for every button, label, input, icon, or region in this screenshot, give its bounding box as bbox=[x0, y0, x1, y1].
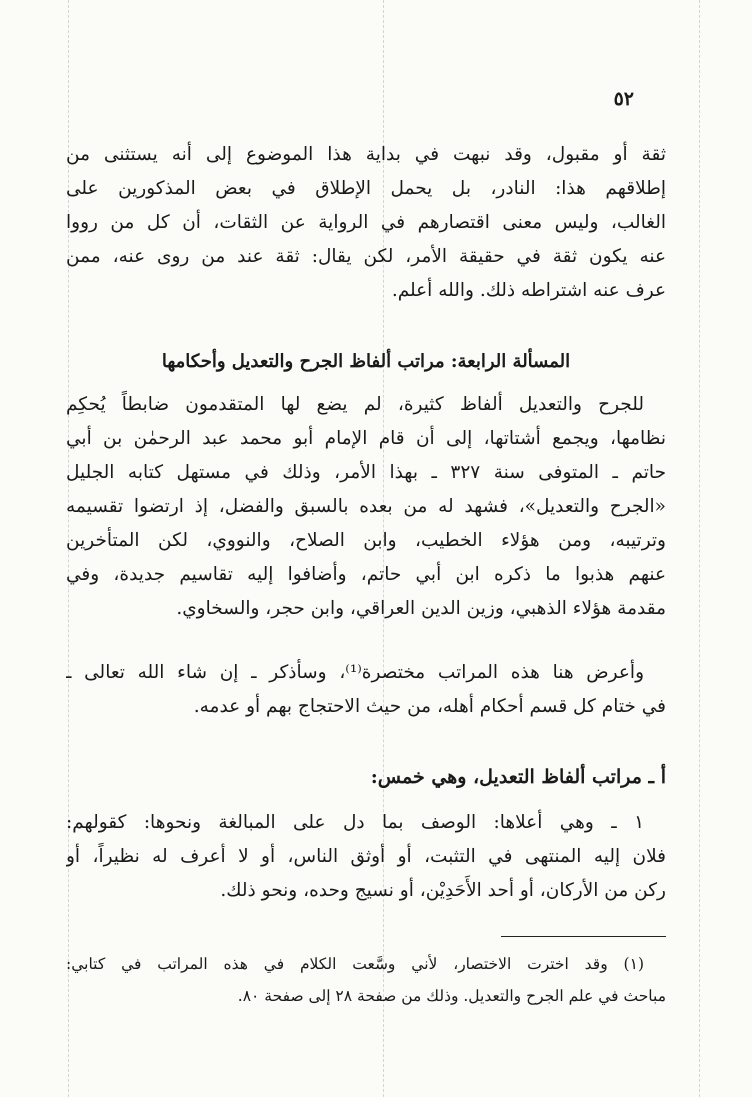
text-line: وأعرض هنا هذه المراتب مختصرة⁽¹⁾، وسأذكر ـ إن شاء الله تعالى ـ bbox=[66, 662, 644, 683]
fold-line bbox=[699, 0, 700, 1097]
text-line: «الجرح والتعديل»، فشهد له من بعده بالسبق والفضل، إذ ارتضوا تقسيمه bbox=[66, 496, 666, 517]
text-line: ثقة أو مقبول، وقد نبهت في بداية هذا الموضوع إلى أنه يستثنى من bbox=[66, 144, 666, 165]
text-line: حاتم ـ المتوفى سنة ٣٢٧ ـ بهذا الأمر، وذلك في مستهل كتابه الجليل bbox=[66, 462, 666, 483]
text-line: عنه يكون ثقة في حقيقة الأمر، لكن يقال: ثقة عند من روى عنه، ممن bbox=[66, 246, 666, 267]
text-line: ١ ـ وهي أعلاها: الوصف بما دل على المبالغة ونحوها: كقولهم: bbox=[66, 812, 644, 833]
text-line: فلان إليه المنتهى في التثبت، أو أوثق الناس، أو لا أعرف له نظيراً، أو bbox=[66, 846, 666, 867]
text-line: ركن من الأركان، أو أحد الأَحَدِيْن، أو نسيج وحده، ونحو ذلك. bbox=[220, 880, 666, 901]
footnotes bbox=[66, 948, 666, 1012]
paragraph-overview bbox=[66, 656, 666, 724]
footnote-line: (١) وقد اخترت الاختصار، لأني وسَّعت الكلام في هذه المراتب في كتابي: bbox=[66, 955, 644, 973]
paragraph-continuation bbox=[66, 138, 666, 308]
text-line: إطلاقهم هذا: النادر، بل يحمل الإطلاق في بعض المذكورين على bbox=[66, 178, 666, 199]
page-number: ٥٢ bbox=[613, 88, 634, 110]
footnote-divider bbox=[501, 936, 666, 937]
text-line: وترتيبه، ومن هؤلاء الخطيب، وابن الصلاح، والنووي، لكن المتأخرين bbox=[66, 530, 666, 551]
text-line: عنهم هذبوا ما ذكره ابن أبي حاتم، وأضافوا إليه تقاسيم جديدة، وفي bbox=[66, 564, 666, 585]
text-line: في ختام كل قسم أحكام أهله، من حيث الاحتجاج بهم أو عدمه. bbox=[193, 696, 666, 717]
section-heading: المسألة الرابعة: مراتب ألفاظ الجرح والتعديل وأحكامها bbox=[161, 351, 571, 372]
text-line: للجرح والتعديل ألفاظ كثيرة، لم يضع لها المتقدمون ضابطاً يُحكِم bbox=[66, 394, 644, 415]
text-line: عرف عنه اشتراطه ذلك. والله أعلم. bbox=[391, 280, 666, 301]
paragraph-intro bbox=[66, 388, 666, 626]
footnote-line: مباحث في علم الجرح والتعديل. وذلك من صفحة ٢٨ إلى صفحة ٨٠. bbox=[237, 987, 666, 1005]
text-line: الغالب، وليس معنى اقتصارهم في الرواية عن الثقات، أن كل من رووا bbox=[66, 212, 666, 233]
paragraph-rank-one bbox=[66, 806, 666, 908]
text-line: نظامها، ويجمع أشتاتها، إلى أن قام الإمام أبو محمد عبد الرحمٰن بن أبي bbox=[66, 428, 666, 449]
subsection-title: أ ـ مراتب ألفاظ التعديل، وهي خمس: bbox=[370, 766, 666, 788]
text-line: مقدمة هؤلاء الذهبي، وزين الدين العراقي، وابن حجر، والسخاوي. bbox=[176, 598, 666, 619]
